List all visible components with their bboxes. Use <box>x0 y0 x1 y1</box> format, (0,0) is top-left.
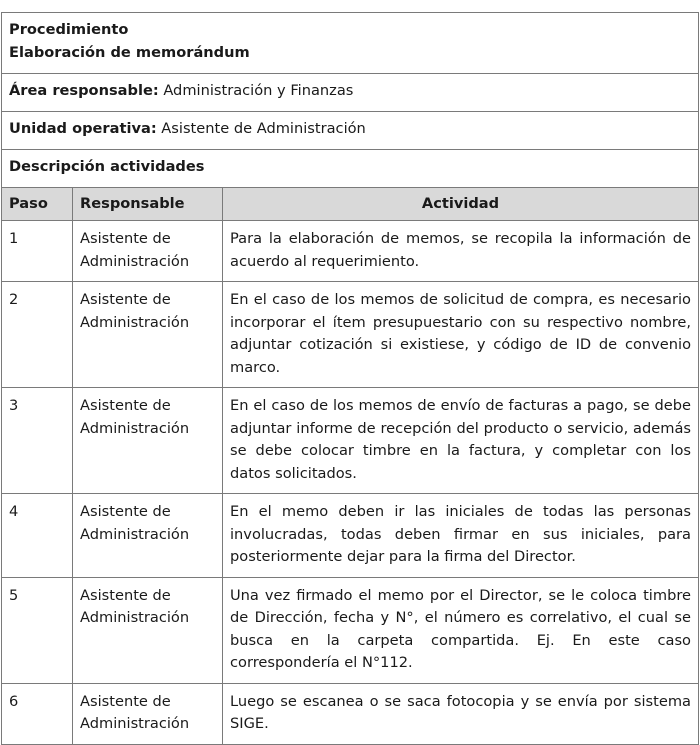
table-row <box>2 388 699 494</box>
activity-cell: En el caso de los memos de solicitud de compra, es necesario incorporar el ítem presupuestario con su respectivo nombre, adjuntar cotización si existiese, y código de ID de convenio marco. <box>223 282 699 388</box>
procedure-title-cell <box>2 13 699 74</box>
step-cell: 6 <box>2 683 73 744</box>
activity-cell: Para la elaboración de memos, se recopila la información de acuerdo al requerimiento. <box>223 221 699 282</box>
step-cell: 2 <box>2 282 73 388</box>
step-cell: 3 <box>2 388 73 494</box>
procedure-label: Procedimiento <box>9 21 129 38</box>
activity-cell: En el caso de los memos de envío de facturas a pago, se debe adjuntar informe de recepción del producto o servicio, además se debe colocar timbre en la factura, y completar con los datos solicitados. <box>223 388 699 494</box>
responsible-cell: Asistente de Administración <box>73 494 223 578</box>
table-row <box>2 221 699 282</box>
column-header-responsible: Responsable <box>73 188 223 221</box>
area-value: Administración y Finanzas <box>163 82 354 99</box>
responsible-cell: Asistente de Administración <box>73 577 223 683</box>
area-label: Área responsable: <box>9 82 159 99</box>
step-cell: 1 <box>2 221 73 282</box>
column-header-row <box>2 188 699 221</box>
responsible-cell: Asistente de Administración <box>73 388 223 494</box>
table-row <box>2 683 699 744</box>
step-cell: 5 <box>2 577 73 683</box>
responsible-cell: Asistente de Administración <box>73 221 223 282</box>
table-row <box>2 282 699 388</box>
description-cell <box>2 150 699 188</box>
column-header-step: Paso <box>2 188 73 221</box>
activity-cell: En el memo deben ir las iniciales de todas las personas involucradas, todas deben firmar en sus iniciales, para posteriormente dejar para la firma del Director. <box>223 494 699 578</box>
table-row <box>2 577 699 683</box>
procedure-title: Elaboración de memorándum <box>9 43 250 61</box>
unit-label: Unidad operativa: <box>9 120 157 137</box>
column-header-activity: Actividad <box>223 188 699 221</box>
unit-cell <box>2 112 699 150</box>
activity-cell: Luego se escanea o se saca fotocopia y se envía por sistema SIGE. <box>223 683 699 744</box>
step-cell: 4 <box>2 494 73 578</box>
description-label: Descripción actividades <box>9 158 205 175</box>
responsible-cell: Asistente de Administración <box>73 282 223 388</box>
procedure-table <box>1 12 699 745</box>
unit-value: Asistente de Administración <box>161 120 366 137</box>
area-cell <box>2 74 699 112</box>
table-row <box>2 494 699 578</box>
activity-cell: Una vez firmado el memo por el Director, se le coloca timbre de Dirección, fecha y N°, el número es correlativo, el cual se busca en la carpeta compartida. Ej. En este caso correspondería el N°112. <box>223 577 699 683</box>
responsible-cell: Asistente de Administración <box>73 683 223 744</box>
